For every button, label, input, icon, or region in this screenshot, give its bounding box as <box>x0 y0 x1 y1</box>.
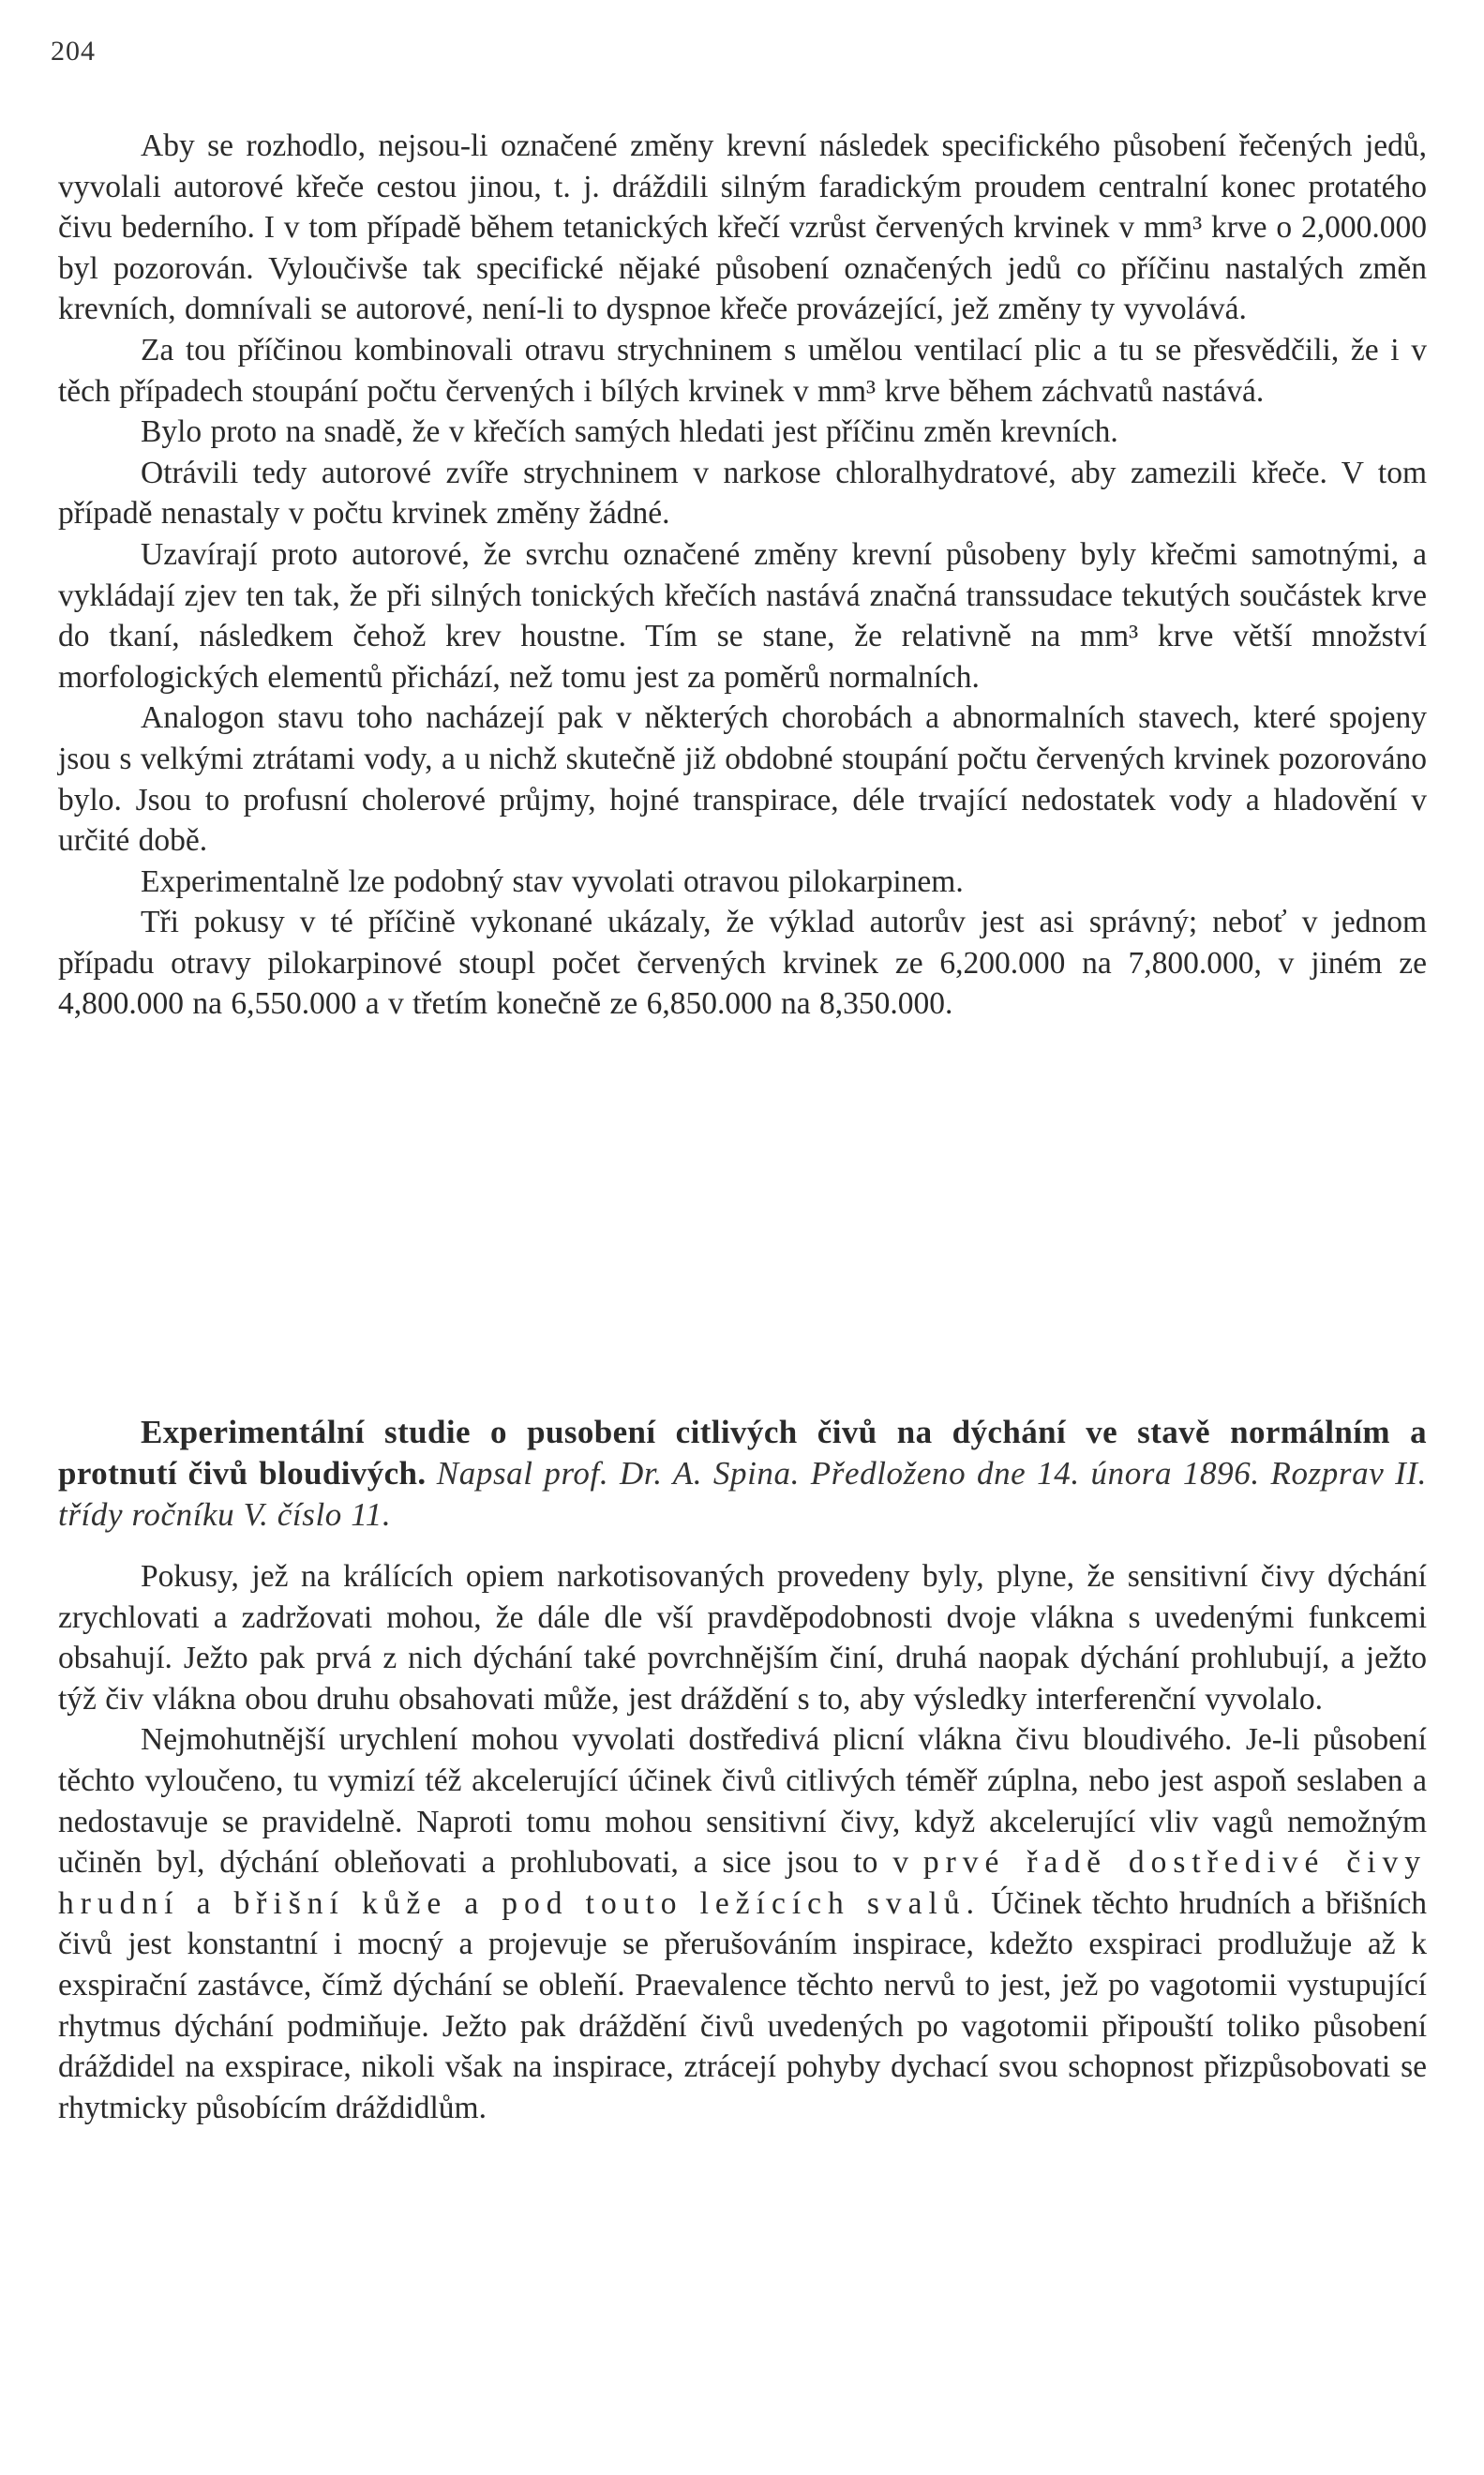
page-number: 204 <box>51 36 96 67</box>
article-paragraph-2 <box>58 1719 1427 2128</box>
paragraph-3: Bylo proto na snadě, že v křečích samých hledati jest příčinu změn krevních. <box>141 414 1118 450</box>
article-paragraph-2-end: Účinek těchto hrudních a břišních čivů jest konstantní i mocný a projevuje se přerušováním inspirace, kdežto exspiraci prodlužuje až k exspirační zastávce, čímž dýchání se obleňí. Praevalence těchto nervů to jest, jež po vagotomii vystupující rhytmus dýchání podmiňuje. Ježto pak dráždění čivů uvedených po vagotomii připouští toliko působení dráždidel na exspirace, nikoli však na inspirace, ztrácejí pohyby dychací svou schopnost přizpůsobovati se rhytmicky působícím dráždidlům. <box>58 1885 1427 2125</box>
article-body <box>58 1556 1427 2128</box>
paragraph-4: Otrávili tedy autorové zvíře strychninem v narkose chloralhydratové, aby zamezili křeče. V tom případě nenastaly v počtu krvinek změny žádné. <box>58 455 1427 532</box>
paragraph-7: Experimentalně lze podobný stav vyvolati otravou pilokarpinem. <box>141 863 964 899</box>
article-paragraph-2-emphasis: prvé řadě dostředivé čivy hrudní a břišní kůže a pod touto ležících svalů. <box>58 1845 1428 1921</box>
continued-text <box>58 126 1427 1025</box>
article-paragraph-2-start: Nejmohutnější urychlení mohou vyvolati dostředivá plicní vlákna čivu bloudivého. Je-li působení těchto vyloučeno, tu vymizí též akcelerující účinek čivů citlivých téměř zúplna, nebo jest aspoň seslaben a nedostavuje se pravidelně. Naproti tomu mohou sensitivní čivy, když akcelerující vliv vagů nemožným učiněn byl, dýchání obleňovati a prohlubovati, a sice jsou to v <box>58 1722 1427 1881</box>
article-byline: Napsal prof. Dr. A. Spina. Předloženo dne 14. února 1896. Rozprav II. třídy ročníku V. číslo 11. <box>58 1455 1428 1533</box>
article-heading <box>58 1412 1427 1536</box>
paragraph-8: Tři pokusy v té příčině vykonané ukázaly, že výklad autorův jest asi správný; neboť v jednom případu otravy pilokarpinové stoupl počet červených krvinek ze 6,200.000 na 7,800.000, v jiném ze 4,800.000 na 6,550.000 a v třetím konečně ze 6,850.000 na 8,350.000. <box>58 905 1427 1022</box>
paragraph-1: Aby se rozhodlo, nejsou-li označené změny krevní následek specifického působení řečených jedů, vyvolali autorové křeče cestou jinou, t. j. dráždili silným faradickým proudem centralní konec protatého čivu bederního. I v tom případě během tetanických křečí vzrůst červených krvinek v mm³ krve o 2,000.000 byl pozorován. Vyloučivše tak specifické nějaké působení označených jedů co příčinu nastalých změn krevních, domnívali se autorové, není-li to dyspnoe křeče provázející, jež změny ty vyvolává. <box>58 128 1427 327</box>
paragraph-6: Analogon stavu toho nacházejí pak v některých chorobách a abnormalních stavech, které spojeny jsou s velkými ztrátami vody, a u nichž skutečně již obdobné stoupání počtu červených krvinek pozorováno bylo. Jsou to profusní cholerové průjmy, hojné transpirace, déle trvající nedostatek vody a hladovění v určité době. <box>58 700 1427 859</box>
article-paragraph-1: Pokusy, jež na králících opiem narkotisovaných provedeny byly, plyne, že sensitivní čivy dýchání zrychlovati a zadržovati mohou, že dále dle vší pravděpodobnosti dvoje vlákna s uvedenými funkcemi obsahují. Ježto pak prvá z nich dýchání také povrchnějším činí, druhá naopak dýchání prohlubují, a ježto týž čiv vlákna obou druhu obsahovati může, jest dráždění s to, aby výsledky interferenční vyvolalo. <box>58 1559 1427 1717</box>
paragraph-5: Uzavírají proto autorové, že svrchu označené změny krevní působeny byly křečmi samotnými, a vykládají zjev ten tak, že při silných tonických křečích nastává značná transsudace tekutých součástek krve do tkaní, následkem čehož krev houstne. Tím se stane, že relativně na mm³ krve větší množství morfologických elementů přichází, než tomu jest za poměrů normalních. <box>58 536 1427 695</box>
article-headline: Experimentální studie o pusobení citlivých čivů na dýchání ve stavě normálním a protnutí čivů bloudivých. <box>58 1414 1427 1492</box>
paragraph-2: Za tou příčinou kombinovali otravu strychninem s umělou ventilací plic a tu se přesvědčili, že i v těch případech stoupání počtu červených i bílých krvinek v mm³ krve během záchvatů nastává. <box>58 332 1427 409</box>
